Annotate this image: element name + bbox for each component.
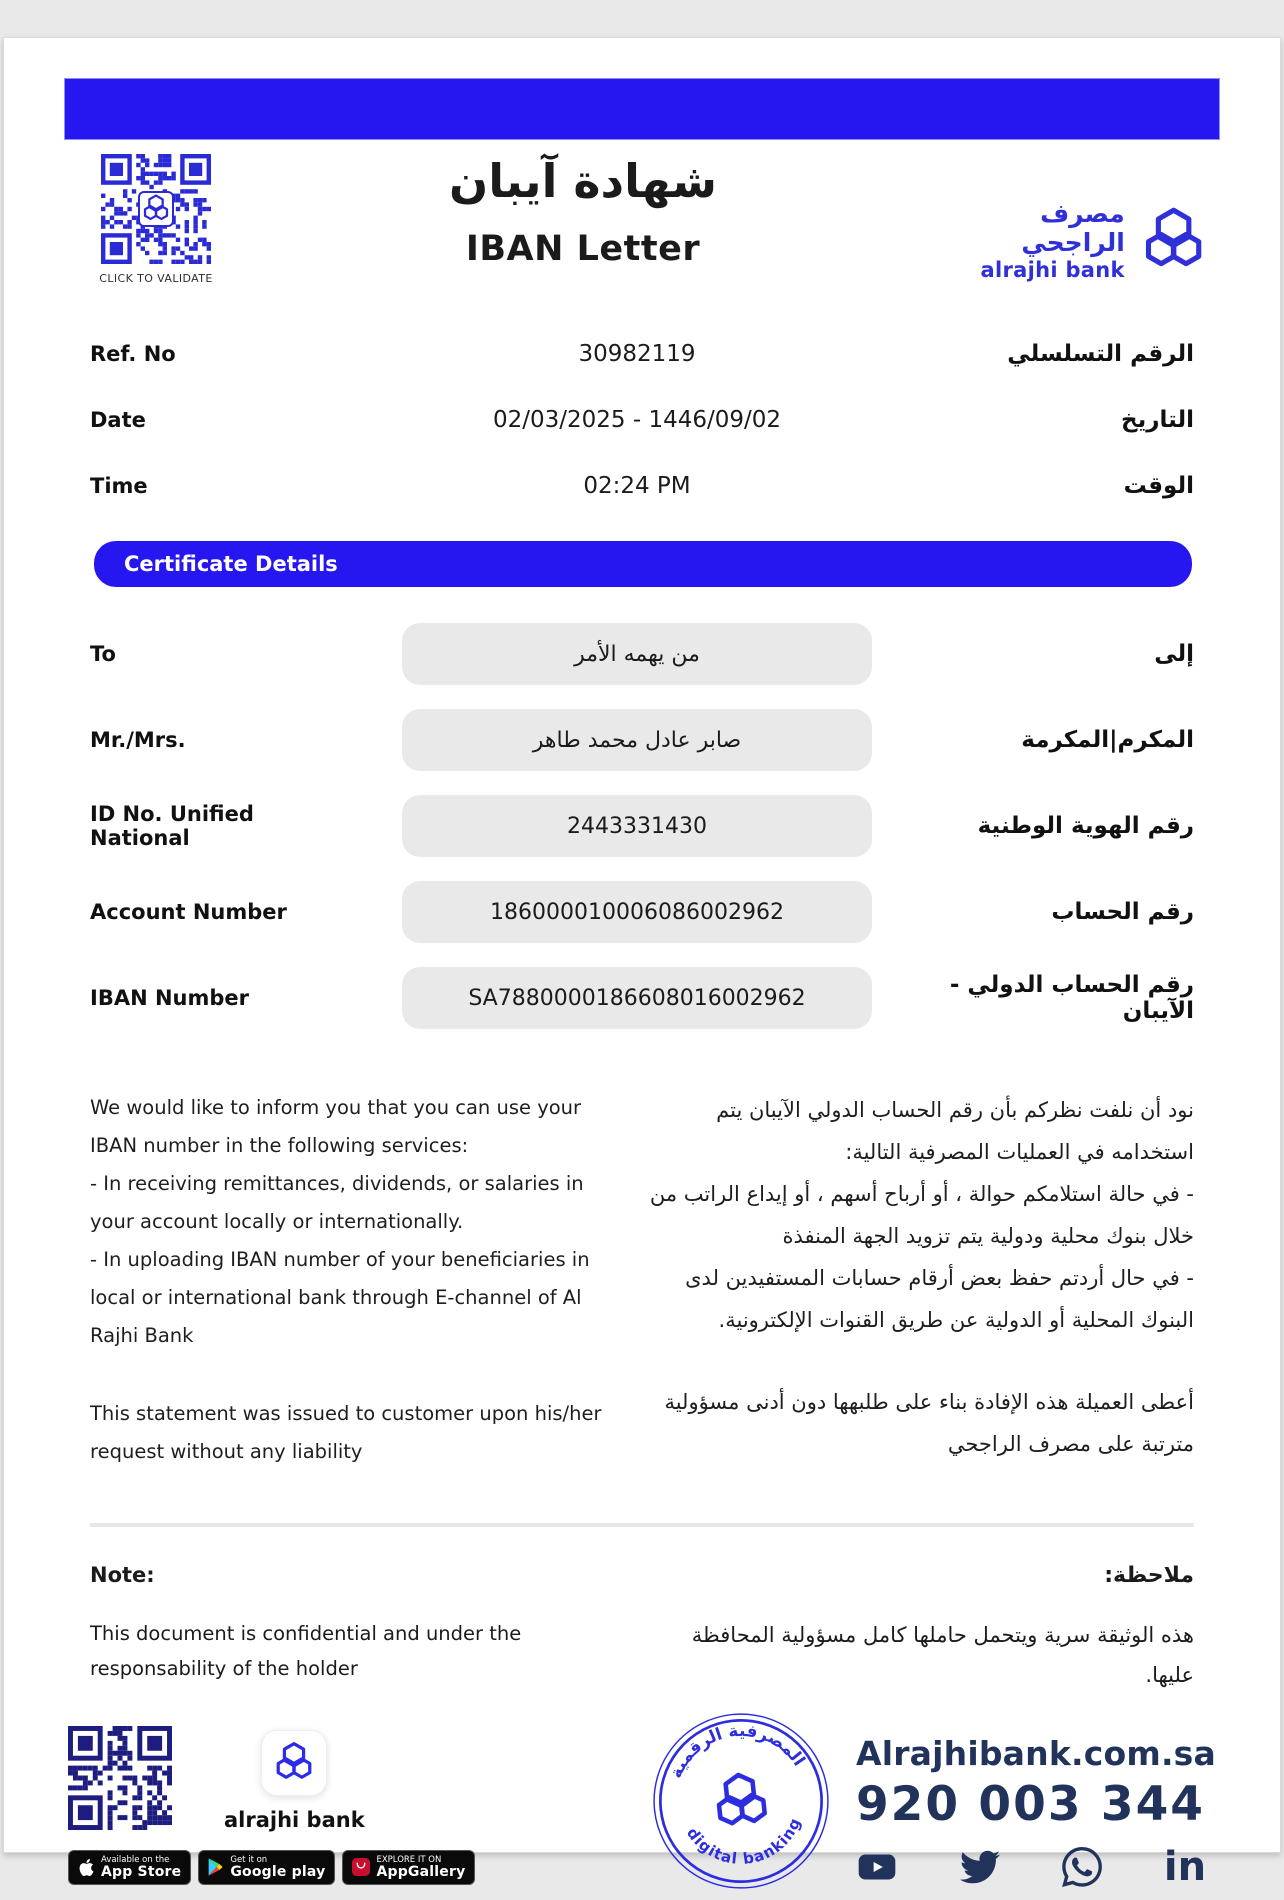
- qr-caption: CLICK TO VALIDATE: [99, 272, 213, 285]
- field-value-pill: 2443331430: [402, 795, 872, 857]
- apple-icon: [78, 1858, 95, 1877]
- info-paragraph: We would like to inform you that you can use your IBAN number in the following services:: [90, 1096, 582, 1158]
- field-row-name: [90, 697, 1194, 783]
- meta-rows: [90, 321, 1194, 519]
- field-label-ar: إلى: [1154, 641, 1194, 667]
- field-row-id: [90, 783, 1194, 869]
- youtube-icon[interactable]: [856, 1846, 898, 1888]
- note-bodies: [90, 1616, 1194, 1696]
- meta-value: 02/03/2025 - 1446/09/02: [492, 407, 782, 433]
- document-footer: [4, 1719, 1280, 1890]
- meta-label-ar: التاريخ: [1121, 407, 1194, 433]
- brand-names: [940, 200, 1125, 282]
- info-closing: This statement was issued to customer upon his/her request without any liability: [90, 1402, 602, 1464]
- google-play-icon: [208, 1858, 224, 1876]
- note-heading-en: Note:: [90, 1563, 155, 1588]
- meta-row-time: [90, 453, 1194, 519]
- info-paragraph: - In receiving remittances, dividends, or salaries in your account locally or internationally.: [90, 1172, 584, 1234]
- brand-name-arabic: مصرف الراجحي: [1021, 199, 1125, 257]
- badge-appgallery[interactable]: [342, 1850, 475, 1885]
- field-label-en: ID No. Unified National: [90, 802, 254, 850]
- info-english: [90, 1089, 609, 1471]
- appgallery-icon: [352, 1858, 370, 1876]
- badge-line1: Get it on: [230, 1854, 268, 1865]
- field-label-en: IBAN Number: [90, 986, 249, 1010]
- field-label-en: To: [90, 642, 116, 666]
- digital-banking-stamp: [643, 1703, 839, 1899]
- title-english: IBAN Letter: [465, 228, 701, 269]
- qr-code-icon: [68, 1726, 172, 1830]
- app-name: alrajhi bank: [224, 1807, 365, 1832]
- field-value-pill: 186000010006086002962: [402, 881, 872, 943]
- certificate-details-banner: [94, 541, 1192, 587]
- field-value-pill: من يهمه الأمر: [402, 623, 872, 685]
- info-closing: أعطى العميلة هذه الإفادة بناء على طلبهها دون أدنى مسؤولية مترتبة على مصرف الراجحي: [664, 1390, 1194, 1456]
- meta-label-ar: الرقم التسلسلي: [1007, 341, 1194, 367]
- field-label-ar: المكرم|المكرمة: [1021, 727, 1194, 753]
- stamp-text-english: digital banking: [682, 1814, 805, 1868]
- info-arabic: [642, 1089, 1194, 1471]
- certificate-fields: [90, 611, 1194, 1041]
- brand-name-english: alrajhi bank: [980, 257, 1125, 282]
- note-body-ar: هذه الوثيقة سرية ويتحمل حاملها كامل مسؤولية المحافظة عليها.: [691, 1623, 1194, 1688]
- meta-value: 30982119: [578, 341, 696, 367]
- website-link[interactable]: Alrajhibank.com.sa: [855, 1733, 1216, 1773]
- field-label-en: Mr./Mrs.: [90, 728, 186, 752]
- badge-google-play[interactable]: [198, 1850, 335, 1885]
- alrajhi-app-icon: [261, 1730, 327, 1796]
- twitter-icon[interactable]: [959, 1846, 1001, 1888]
- contact-block: [856, 1726, 1216, 1888]
- note-headings: [90, 1563, 1194, 1588]
- whatsapp-icon[interactable]: [1061, 1846, 1103, 1888]
- title-arabic: شهادة آيبان: [448, 154, 717, 208]
- badge-app-store[interactable]: [68, 1850, 191, 1885]
- field-value-pill: SA7880000186608016002962: [402, 967, 872, 1029]
- field-label-ar: رقم الهوية الوطنية: [977, 813, 1194, 839]
- note-heading-ar: ملاحظة:: [1104, 1563, 1194, 1589]
- meta-row-date: [90, 387, 1194, 453]
- badge-line2: AppGallery: [376, 1863, 466, 1880]
- field-row-account: [90, 869, 1194, 955]
- alrajhi-emblem-icon: [1137, 202, 1210, 280]
- meta-label-en: Ref. No: [90, 342, 176, 366]
- badge-line2: Google play: [230, 1863, 326, 1880]
- document-header: [4, 140, 1280, 285]
- badge-line2: App Store: [101, 1863, 182, 1880]
- info-paragraph: - In uploading IBAN number of your beneficiaries in local or international bank through E-channel of Al Rajhi Bank: [90, 1248, 590, 1348]
- badge-line1: EXPLORE IT ON: [376, 1854, 442, 1865]
- field-row-iban: [90, 955, 1194, 1041]
- footer-qr-code: [68, 1726, 172, 1830]
- iban-letter-document: [3, 37, 1281, 1890]
- field-row-to: [90, 611, 1194, 697]
- store-badges: [68, 1850, 488, 1885]
- linkedin-icon[interactable]: in: [1163, 1843, 1207, 1890]
- qr-center-logo: [138, 191, 174, 227]
- alrajhi-emblem-icon: [140, 193, 172, 225]
- meta-value: 02:24 PM: [583, 473, 691, 499]
- info-section: [90, 1089, 1194, 1471]
- info-paragraph: نود أن نلفت نظركم بأن رقم الحساب الدولي الآيبان يتم استخدامه في العمليات المصرفية التالية:: [716, 1098, 1194, 1164]
- meta-label-en: Time: [90, 474, 148, 498]
- banner-label: Certificate Details: [124, 552, 338, 576]
- meta-label-en: Date: [90, 408, 146, 432]
- badge-line1: Available on the: [101, 1854, 170, 1865]
- header-color-bar: [64, 78, 1220, 140]
- field-label-ar: رقم الحساب الدولي - الآيبان: [949, 972, 1194, 1024]
- info-paragraph: - في حال أردتم حفظ بعض أرقام حسابات المستفيدين لدى البنوك المحلية أو الدولية عن طريق القنوات الإلكترونية.: [685, 1266, 1194, 1332]
- phone-number: 920 003 344: [855, 1776, 1206, 1832]
- validate-qr-code[interactable]: [101, 154, 211, 264]
- meta-row-ref: [90, 321, 1194, 387]
- social-icons: [856, 1843, 1216, 1890]
- field-label-ar: رقم الحساب: [1051, 899, 1194, 925]
- section-divider: [90, 1523, 1194, 1527]
- alrajhi-emblem-icon: [271, 1740, 317, 1786]
- info-paragraph: - في حالة استلامكم حوالة ، أو أرباح أسهم ، أو إيداع الراتب من خلال بنوك محلية ودولية يتم تزويد الجهة المنفذة: [649, 1182, 1194, 1248]
- validate-qr-block[interactable]: [86, 154, 226, 285]
- mobile-app-block: [224, 1726, 365, 1832]
- field-label-en: Account Number: [90, 900, 287, 924]
- document-titles: [226, 154, 940, 269]
- stamp-text-arabic: المصرفية الرقمية: [664, 1719, 810, 1781]
- field-value-pill: صابر عادل محمد طاهر: [402, 709, 872, 771]
- alrajhi-bank-logo: [940, 154, 1210, 282]
- note-body-en: This document is confidential and under the responsability of the holder: [90, 1622, 522, 1681]
- meta-label-ar: الوقت: [1123, 473, 1194, 499]
